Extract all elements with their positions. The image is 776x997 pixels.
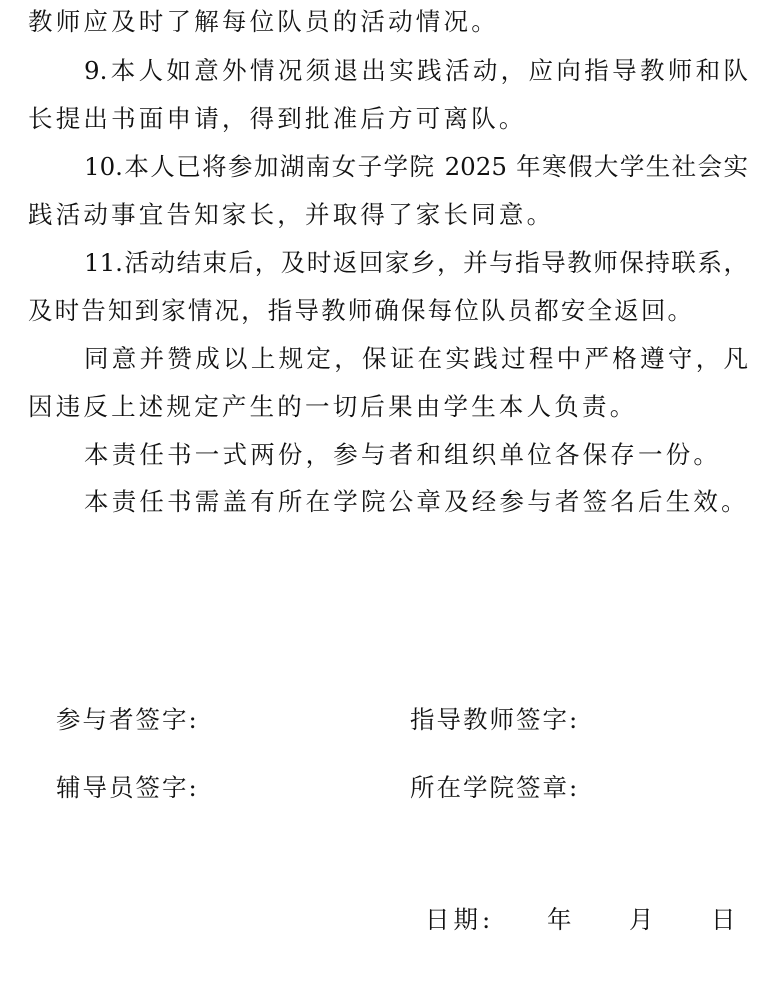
text-line-3: 长提出书面申请，得到批准后方可离队。 [28, 104, 527, 133]
instructor-signature-label: 指导教师签字: [410, 705, 580, 734]
text-line-6: 11.活动结束后，及时返回家乡，并与指导教师保持联系， [84, 248, 748, 277]
date-label: 日期: [425, 905, 495, 934]
text-line-2: 9.本人如意外情况须退出实践活动，应向指导教师和队 [84, 56, 748, 85]
text-line-10: 本责任书一式两份，参与者和组织单位各保存一份。 [84, 440, 722, 469]
text-line-11: 本责任书需盖有所在学院公章及经参与者签名后生效。 [84, 487, 749, 516]
date-month-label: 月 [629, 905, 658, 934]
date-day-label: 日 [711, 905, 740, 934]
date-year-label: 年 [547, 905, 576, 934]
text-line-1: 教师应及时了解每位队员的活动情况。 [28, 7, 499, 36]
text-line-7: 及时告知到家情况，指导教师确保每位队员都安全返回。 [28, 296, 692, 325]
text-line-4: 10.本人已将参加湖南女子学院 2025 年寒假大学生社会实 [84, 152, 748, 181]
text-line-9: 因违反上述规定产生的一切后果由学生本人负责。 [28, 392, 638, 421]
text-line-5: 践活动事宜告知家长，并取得了家长同意。 [28, 200, 555, 229]
counselor-signature-label: 辅导员签字: [56, 773, 199, 802]
college-seal-label: 所在学院签章: [410, 773, 580, 802]
text-line-8: 同意并赞成以上规定，保证在实践过程中严格遵守，凡 [84, 344, 748, 373]
participant-signature-label: 参与者签字: [56, 705, 199, 734]
